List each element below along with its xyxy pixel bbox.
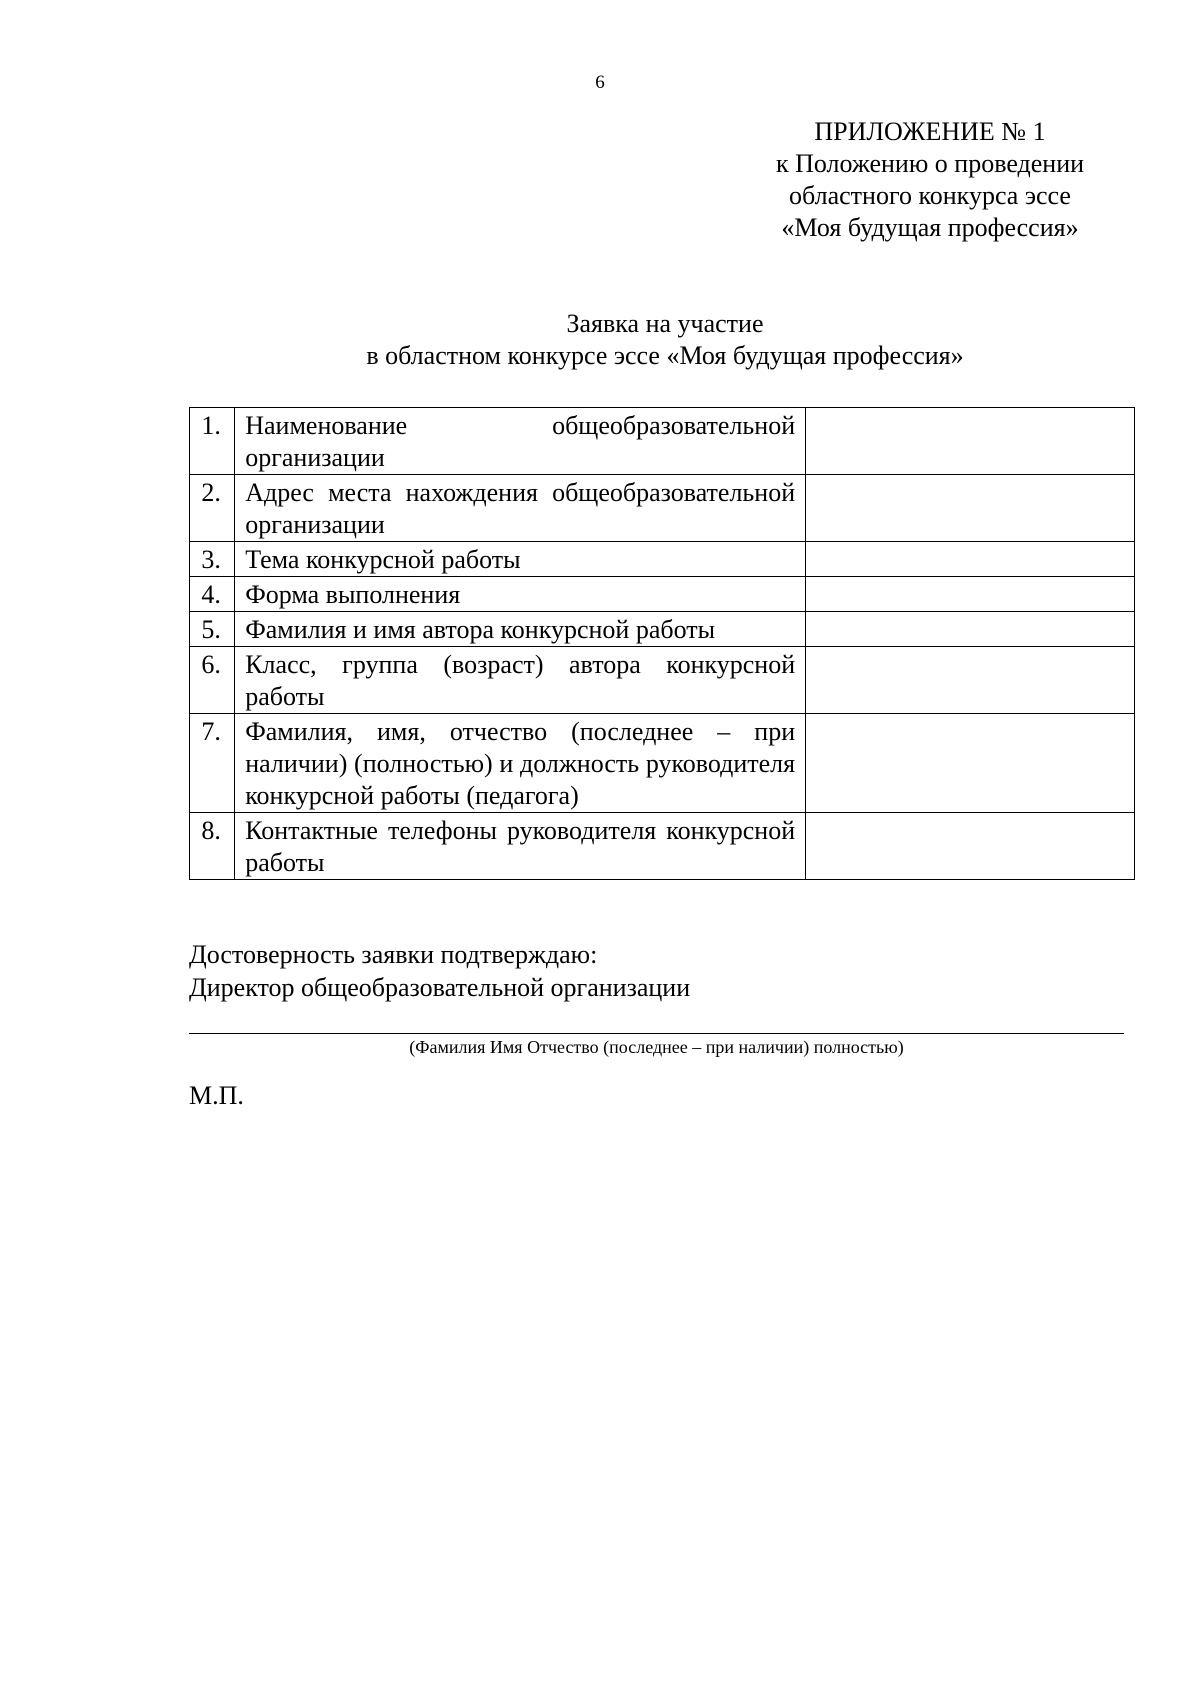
row-label: Класс, группа (возраст) автора конкурсной работы xyxy=(235,647,806,714)
confirmation-block xyxy=(189,938,690,1004)
table-row xyxy=(190,475,1135,542)
signature-line[interactable] xyxy=(189,1033,1124,1034)
table-row xyxy=(190,813,1135,880)
stamp-place-label: М.П. xyxy=(189,1081,244,1110)
row-label: Адрес места нахождения общеобразовательной организации xyxy=(235,475,806,542)
page-number: 6 xyxy=(595,72,605,93)
row-label: Форма выполнения xyxy=(235,577,806,612)
row-number: 6. xyxy=(190,647,235,714)
appendix-subtitle-line: «Моя будущая профессия» xyxy=(781,213,1079,242)
row-label: Фамилия и имя автора конкурсной работы xyxy=(235,612,806,647)
row-label: Контактные телефоны руководителя конкурсной работы xyxy=(235,813,806,880)
row-number: 8. xyxy=(190,813,235,880)
row-value-cell[interactable] xyxy=(806,714,1135,813)
row-value-cell[interactable] xyxy=(806,577,1135,612)
row-number: 2. xyxy=(190,475,235,542)
row-number: 1. xyxy=(190,408,235,475)
signature-caption: (Фамилия Имя Отчество (последнее – при наличии) полностью) xyxy=(409,1037,904,1057)
row-number: 5. xyxy=(190,612,235,647)
row-label: Фамилия, имя, отчество (последнее – при наличии) (полностью) и должность руководителя конкурсной работы (педагога) xyxy=(235,714,806,813)
row-label: Наименование общеобразовательной организации xyxy=(235,408,806,475)
appendix-title: ПРИЛОЖЕНИЕ № 1 xyxy=(814,117,1046,146)
application-table xyxy=(189,407,1135,880)
heading-subtitle: в областном конкурсе эссе «Моя будущая профессия» xyxy=(366,341,964,370)
row-value-cell[interactable] xyxy=(806,542,1135,577)
heading-title: Заявка на участие xyxy=(566,309,764,338)
director-title: Директор общеобразовательной организации xyxy=(189,973,691,1002)
row-number: 4. xyxy=(190,577,235,612)
row-value-cell[interactable] xyxy=(806,408,1135,475)
row-value-cell[interactable] xyxy=(806,813,1135,880)
appendix-header xyxy=(720,116,1140,244)
table-row xyxy=(190,542,1135,577)
row-value-cell[interactable] xyxy=(806,647,1135,714)
row-number: 7. xyxy=(190,714,235,813)
application-heading xyxy=(189,308,1141,372)
appendix-subtitle-line: к Положению о проведении xyxy=(775,149,1085,178)
row-value-cell[interactable] xyxy=(806,475,1135,542)
confirmation-text: Достоверность заявки подтверждаю: xyxy=(189,940,598,969)
appendix-subtitle-line: областного конкурса эссе xyxy=(789,181,1071,210)
row-value-cell[interactable] xyxy=(806,612,1135,647)
row-number: 3. xyxy=(190,542,235,577)
row-label: Тема конкурсной работы xyxy=(235,542,806,577)
table-row xyxy=(190,714,1135,813)
table-row xyxy=(190,408,1135,475)
table-row xyxy=(190,647,1135,714)
table-row xyxy=(190,577,1135,612)
table-row xyxy=(190,612,1135,647)
